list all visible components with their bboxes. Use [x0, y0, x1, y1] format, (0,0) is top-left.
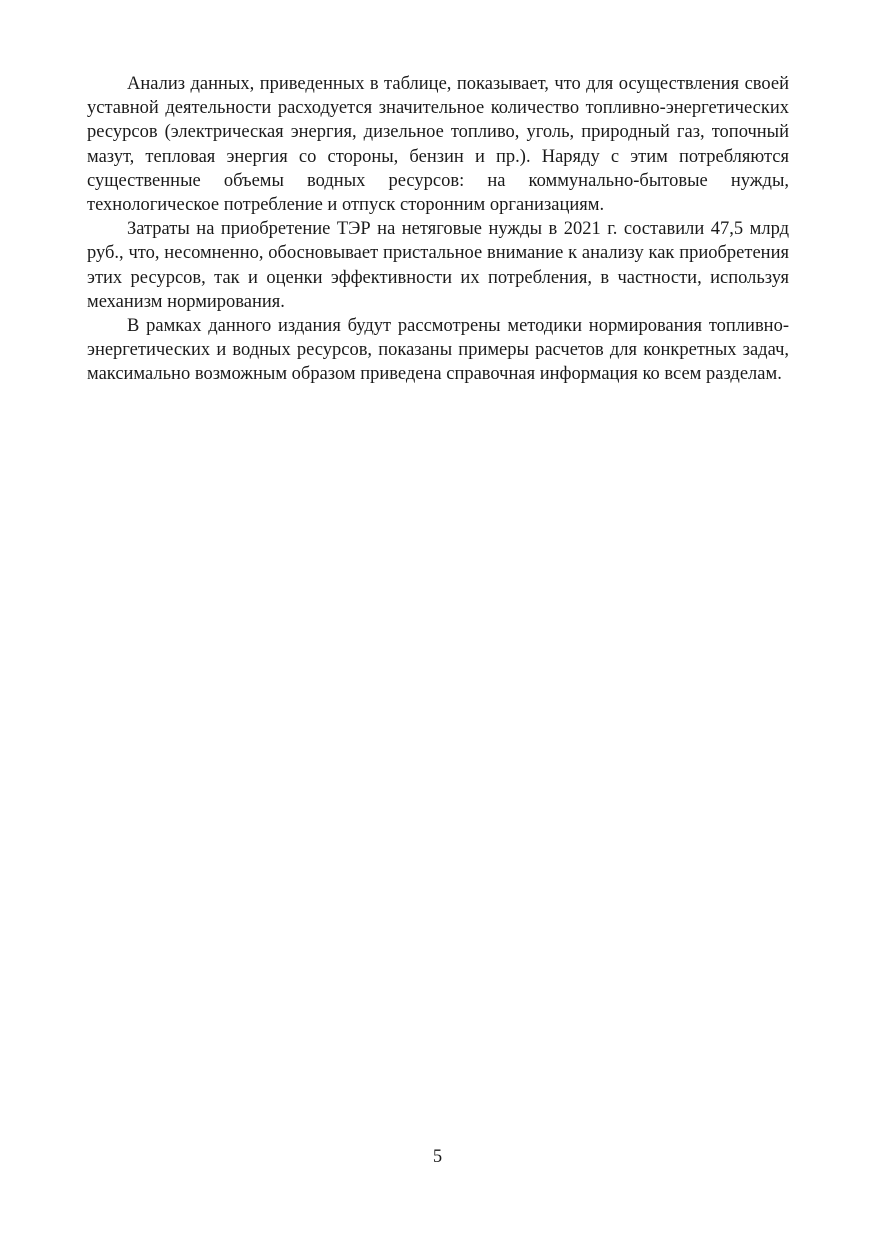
paragraph-resource-costs: Затраты на приобретение ТЭР на нетяговые нужды в 2021 г. составили 47,5 млрд руб., что, несомненно, обосновывает пристальное внимание к анализу как приобретения этих ресурсов, так и оценки эффективности их потребления, в частности, используя механизм нормирования. — [87, 219, 789, 312]
page-body — [87, 72, 789, 387]
page-number: 5 — [432, 1147, 443, 1167]
paragraph-data-analysis: Анализ данных, приведенных в таблице, показывает, что для осуществления своей уставной деятельности расходуется значительное количество топливно-энергетических ресурсов (электрическая энергия, дизельное топливо, уголь, природный газ, топочный мазут, тепловая энергия со стороны, бензин и пр.). Наряду с этим потребляются существенные объемы водных ресурсов: на коммунально-бытовые нужды, технологическое потребление и отпуск сторонним организациям. — [87, 74, 789, 216]
paragraph-edition-scope: В рамках данного издания будут рассмотрены методики нормирования топливно-энергетических и водных ресурсов, показаны примеры расчетов для конкретных задач, максимально возможным образом приведена справочная информация ко всем разделам. — [87, 316, 789, 385]
